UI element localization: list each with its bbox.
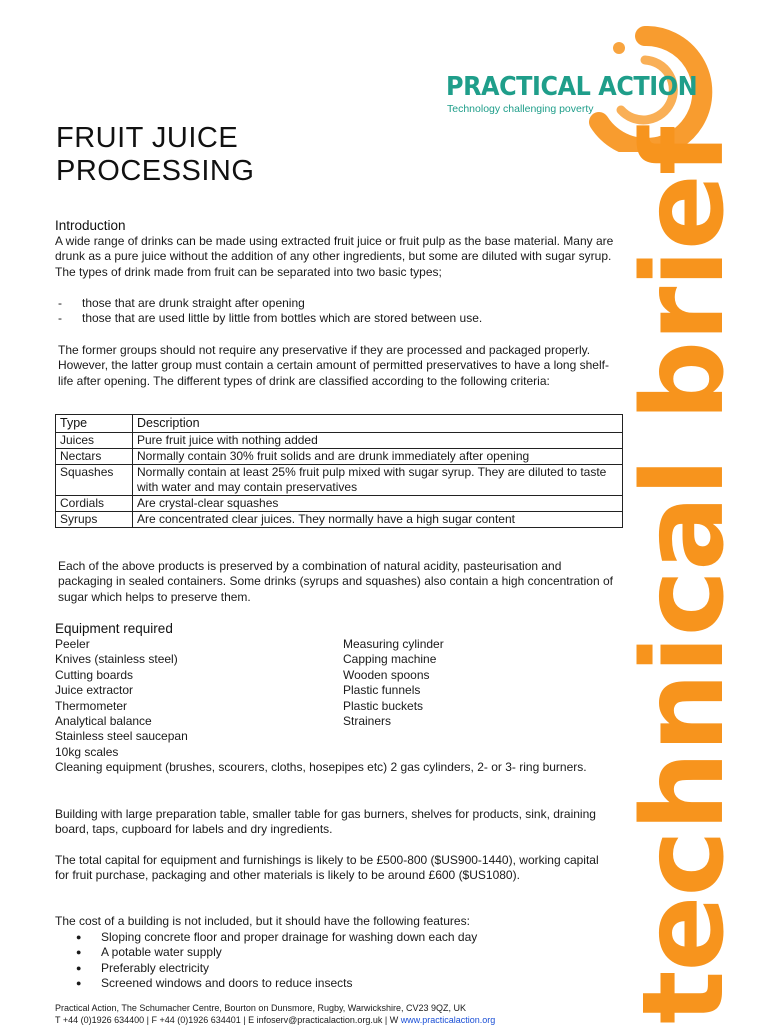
list-item: Plastic buckets [343, 698, 424, 713]
drink-types-table [55, 414, 623, 528]
building-features-list [76, 930, 477, 992]
table-header-row [56, 415, 623, 433]
footer-contact [55, 1014, 495, 1026]
list-item: ● Preferably electricity [76, 961, 477, 976]
table-cell-description: Are concentrated clear juices. They normally have a high sugar content [133, 512, 623, 528]
table-cell-description: Normally contain 30% fruit solids and are drunk immediately after opening [133, 449, 623, 465]
list-item: Strainers [343, 713, 392, 728]
introduction-paragraph: A wide range of drinks can be made using extracted fruit juice or fruit pulp as the base material. Many are drunk as a pure juice without the addition of any other ingredients, but some are diluted with sugar syrup. The types of drink made from fruit can be separated into two basic types; [55, 234, 614, 279]
footer-website-link[interactable]: www.practicalaction.org [400, 1015, 496, 1025]
list-item: Capping machine [343, 652, 437, 667]
drink-type-list [58, 296, 482, 327]
building-cost-paragraph: The cost of a building is not included, but it should have the following features: [55, 914, 470, 928]
logo-tagline: Technology challenging poverty [447, 103, 594, 115]
list-item: Wooden spoons [343, 667, 430, 682]
list-item: ● Sloping concrete floor and proper drainage for washing down each day [76, 930, 477, 945]
table-row [56, 465, 623, 496]
preservation-paragraph: Each of the above products is preserved by a combination of natural acidity, pasteurisation and packaging in sealed containers. Some drinks (syrups and squashes) also contain a high concentration of sugar which helps to preserve them. [58, 559, 613, 604]
list-item: - those that are drunk straight after opening [58, 296, 482, 311]
list-item: Analytical balance [55, 713, 152, 728]
table-cell-type: Nectars [56, 449, 133, 465]
list-item: ● Screened windows and doors to reduce insects [76, 976, 477, 991]
preservative-paragraph: The former groups should not require any preservative if they are processed and packaged properly. However, the latter group must contain a certain amount of permitted preservatives to have a long shelf-life after opening. The different types of drink are classified according to the following criteria: [58, 343, 609, 388]
footer-address: Practical Action, The Schumacher Centre, Bourton on Dunsmore, Rugby, Warwickshire, CV23 9QZ, UK [55, 1003, 467, 1013]
table-header-type: Type [56, 415, 133, 433]
capital-paragraph: The total capital for equipment and furnishings is likely to be £500-800 ($US900-1440), working capital for fruit purchase, packaging and other materials is likely to be around £600 ($US1080). [55, 853, 599, 883]
table-row [56, 433, 623, 449]
footer [55, 1002, 495, 1026]
page-title: FRUIT JUICE PROCESSING [56, 122, 255, 187]
list-item: Juice extractor [55, 683, 134, 698]
table-cell-description: Normally contain at least 25% fruit pulp mixed with sugar syrup. They are diluted to taste with water and may contain preservatives [133, 465, 623, 496]
list-item: 10kg scales [55, 744, 119, 759]
list-item: Thermometer [55, 698, 128, 713]
list-item: Knives (stainless steel) [55, 652, 178, 667]
building-paragraph: Building with large preparation table, smaller table for gas burners, shelves for products, sink, draining board, taps, cupboard for labels and dry ingredients. [55, 807, 596, 837]
list-item: Plastic funnels [343, 683, 421, 698]
list-item: Stainless steel saucepan [55, 729, 188, 744]
list-item: - those that are used little by little from bottles which are stored between use. [58, 311, 482, 326]
logo-name: PRACTICAL ACTION [446, 72, 698, 102]
table-row [56, 496, 623, 512]
list-item: ● A potable water supply [76, 945, 477, 960]
side-banner: technical brief [619, 127, 749, 1024]
list-item: Measuring cylinder [343, 637, 444, 651]
footer-contact-details: T +44 (0)1926 634400 | F +44 (0)1926 634401 | E infoserv@practicalaction.org.uk | W [55, 1015, 401, 1025]
equipment-list-right [343, 637, 444, 729]
table-row [56, 512, 623, 528]
equipment-extra: Cleaning equipment (brushes, scourers, cloths, hosepipes etc) 2 gas cylinders, 2- or 3- ring burners. [55, 760, 587, 774]
introduction-heading: Introduction [55, 218, 126, 233]
equipment-heading: Equipment required [55, 621, 173, 636]
list-item: Cutting boards [55, 667, 134, 682]
table-cell-description: Are crystal-clear squashes [133, 496, 623, 512]
table-cell-type: Squashes [56, 465, 133, 496]
list-item: Peeler [55, 637, 90, 651]
table-header-description: Description [133, 415, 623, 433]
table-cell-type: Juices [56, 433, 133, 449]
table-cell-type: Cordials [56, 496, 133, 512]
table-cell-type: Syrups [56, 512, 133, 528]
table-cell-description: Pure fruit juice with nothing added [133, 433, 623, 449]
table-row [56, 449, 623, 465]
equipment-list-left [55, 637, 188, 760]
